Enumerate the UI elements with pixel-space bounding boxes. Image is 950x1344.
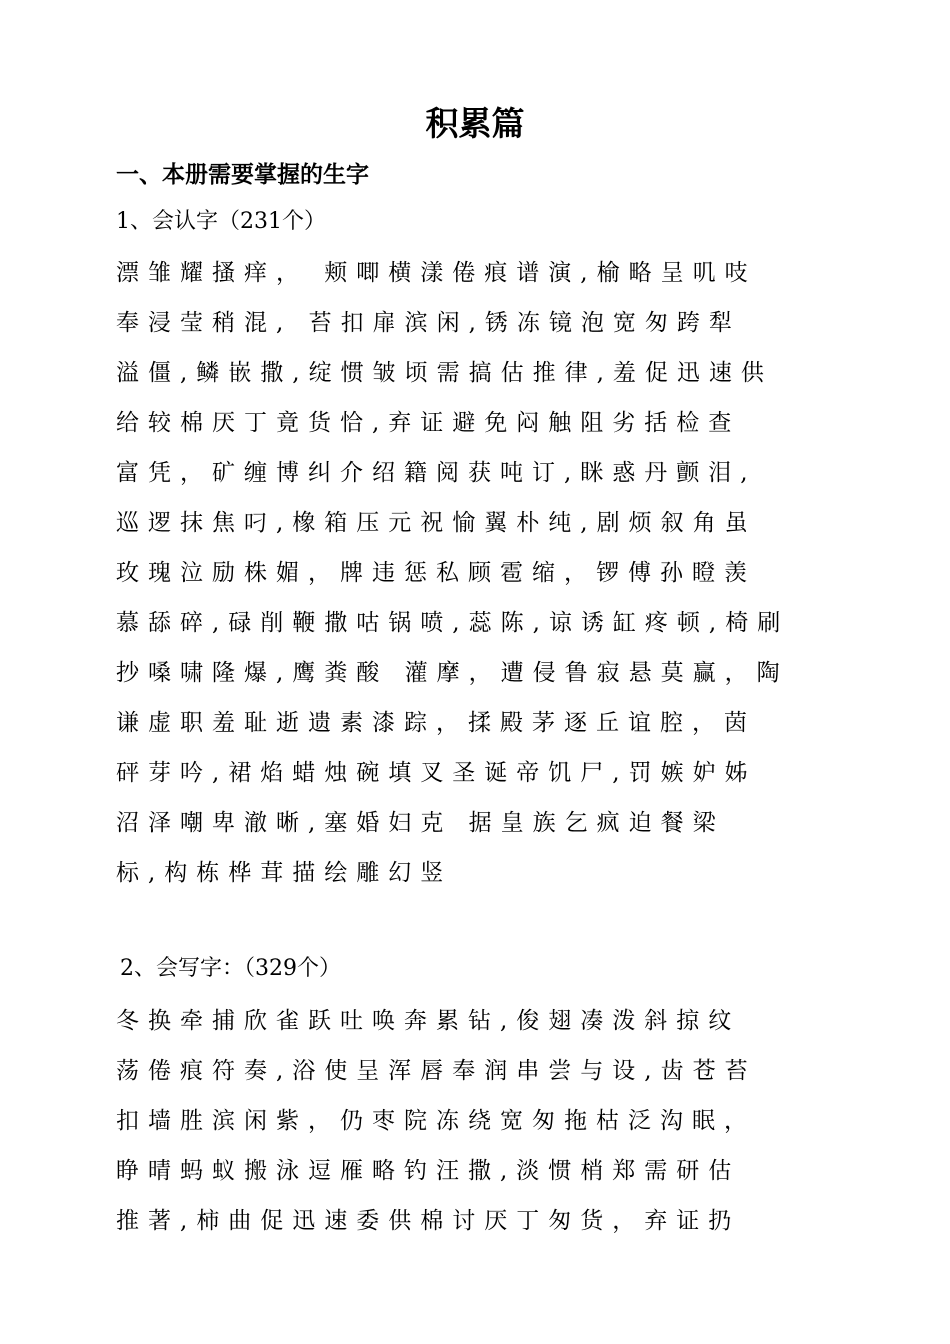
recognize-line: 奉浸莹稍混, 苔扣扉滨闲,锈冻镜泡宽匆跨犁 — [116, 310, 741, 336]
recognize-line: 慕舔碎,碌削鞭撒咕锅喷,蕊陈,谅诱缸疼顿,椅刷 — [116, 610, 790, 636]
recognize-line: 谦虚职羞耻逝遗素漆踪，揉殿茅逐丘谊腔，茵 — [116, 710, 756, 736]
recognize-line: 标,构栋桦茸描绘雕幻竖 — [116, 860, 453, 886]
recognize-line: 砰芽吟,裙焰蜡烛碗填叉圣诞帝饥尸,罚嫉妒姊 — [116, 760, 757, 786]
recognize-line: 玫瑰泣励株媚，牌违惩私顾雹缩，锣傅孙瞪羡 — [116, 560, 756, 586]
section-heading: 一、本册需要掌握的生字 — [116, 162, 369, 188]
write-characters — [116, 996, 840, 1246]
write-line: 推著,柿曲促迅速委供棉讨厌丁匆货，弃证扔 — [116, 1208, 741, 1234]
recognize-line: 溢僵,鳞嵌撒,绽惯皱顷需搞估推律,羞促迅速供 — [116, 360, 773, 386]
recognize-line: 巡逻抹焦叼,橡箱压元祝愉翼朴纯,剧烦叙角虽 — [116, 510, 757, 536]
recognize-line: 抄嗓啸隆爆,鹰粪酸 灌摩，遭侵鲁寂悬莫赢，陶 — [116, 660, 789, 686]
write-line: 睁晴蚂蚁搬泳逗雁略钓汪撒,淡惯梢郑需研估 — [116, 1158, 741, 1184]
recognize-heading: 1、会认字（231个） — [116, 209, 326, 234]
page-title: 积累篇 — [425, 104, 525, 143]
write-heading: 2、会写字：（329个） — [120, 956, 341, 981]
recognize-line: 给较棉厌丁竟货恰,弃证避免闷触阻劣括检查 — [116, 410, 741, 436]
recognize-line: 漂雏耀搔痒， 颊唧横漾倦痕谱演,榆略呈叽吱 — [116, 260, 757, 286]
recognize-line: 富凭，矿缠博纠介绍籍阅获吨订,眯惑丹颤泪, — [116, 460, 757, 486]
recognize-characters — [116, 248, 840, 898]
recognize-line: 沼泽嘲卑澈晰,塞婚妇克 据皇族乞疯迫餐梁 — [116, 810, 725, 836]
write-line: 冬换牵捕欣雀跃吐唤奔累钻,俊翅凑泼斜掠纹 — [116, 1008, 741, 1034]
write-line: 扣墙胜滨闲紫，仍枣院冻绕宽匆拖枯泛沟眠， — [116, 1108, 756, 1134]
write-line: 荡倦痕符奏,浴使呈浑唇奉润串尝与设,齿苍苔 — [116, 1058, 757, 1084]
